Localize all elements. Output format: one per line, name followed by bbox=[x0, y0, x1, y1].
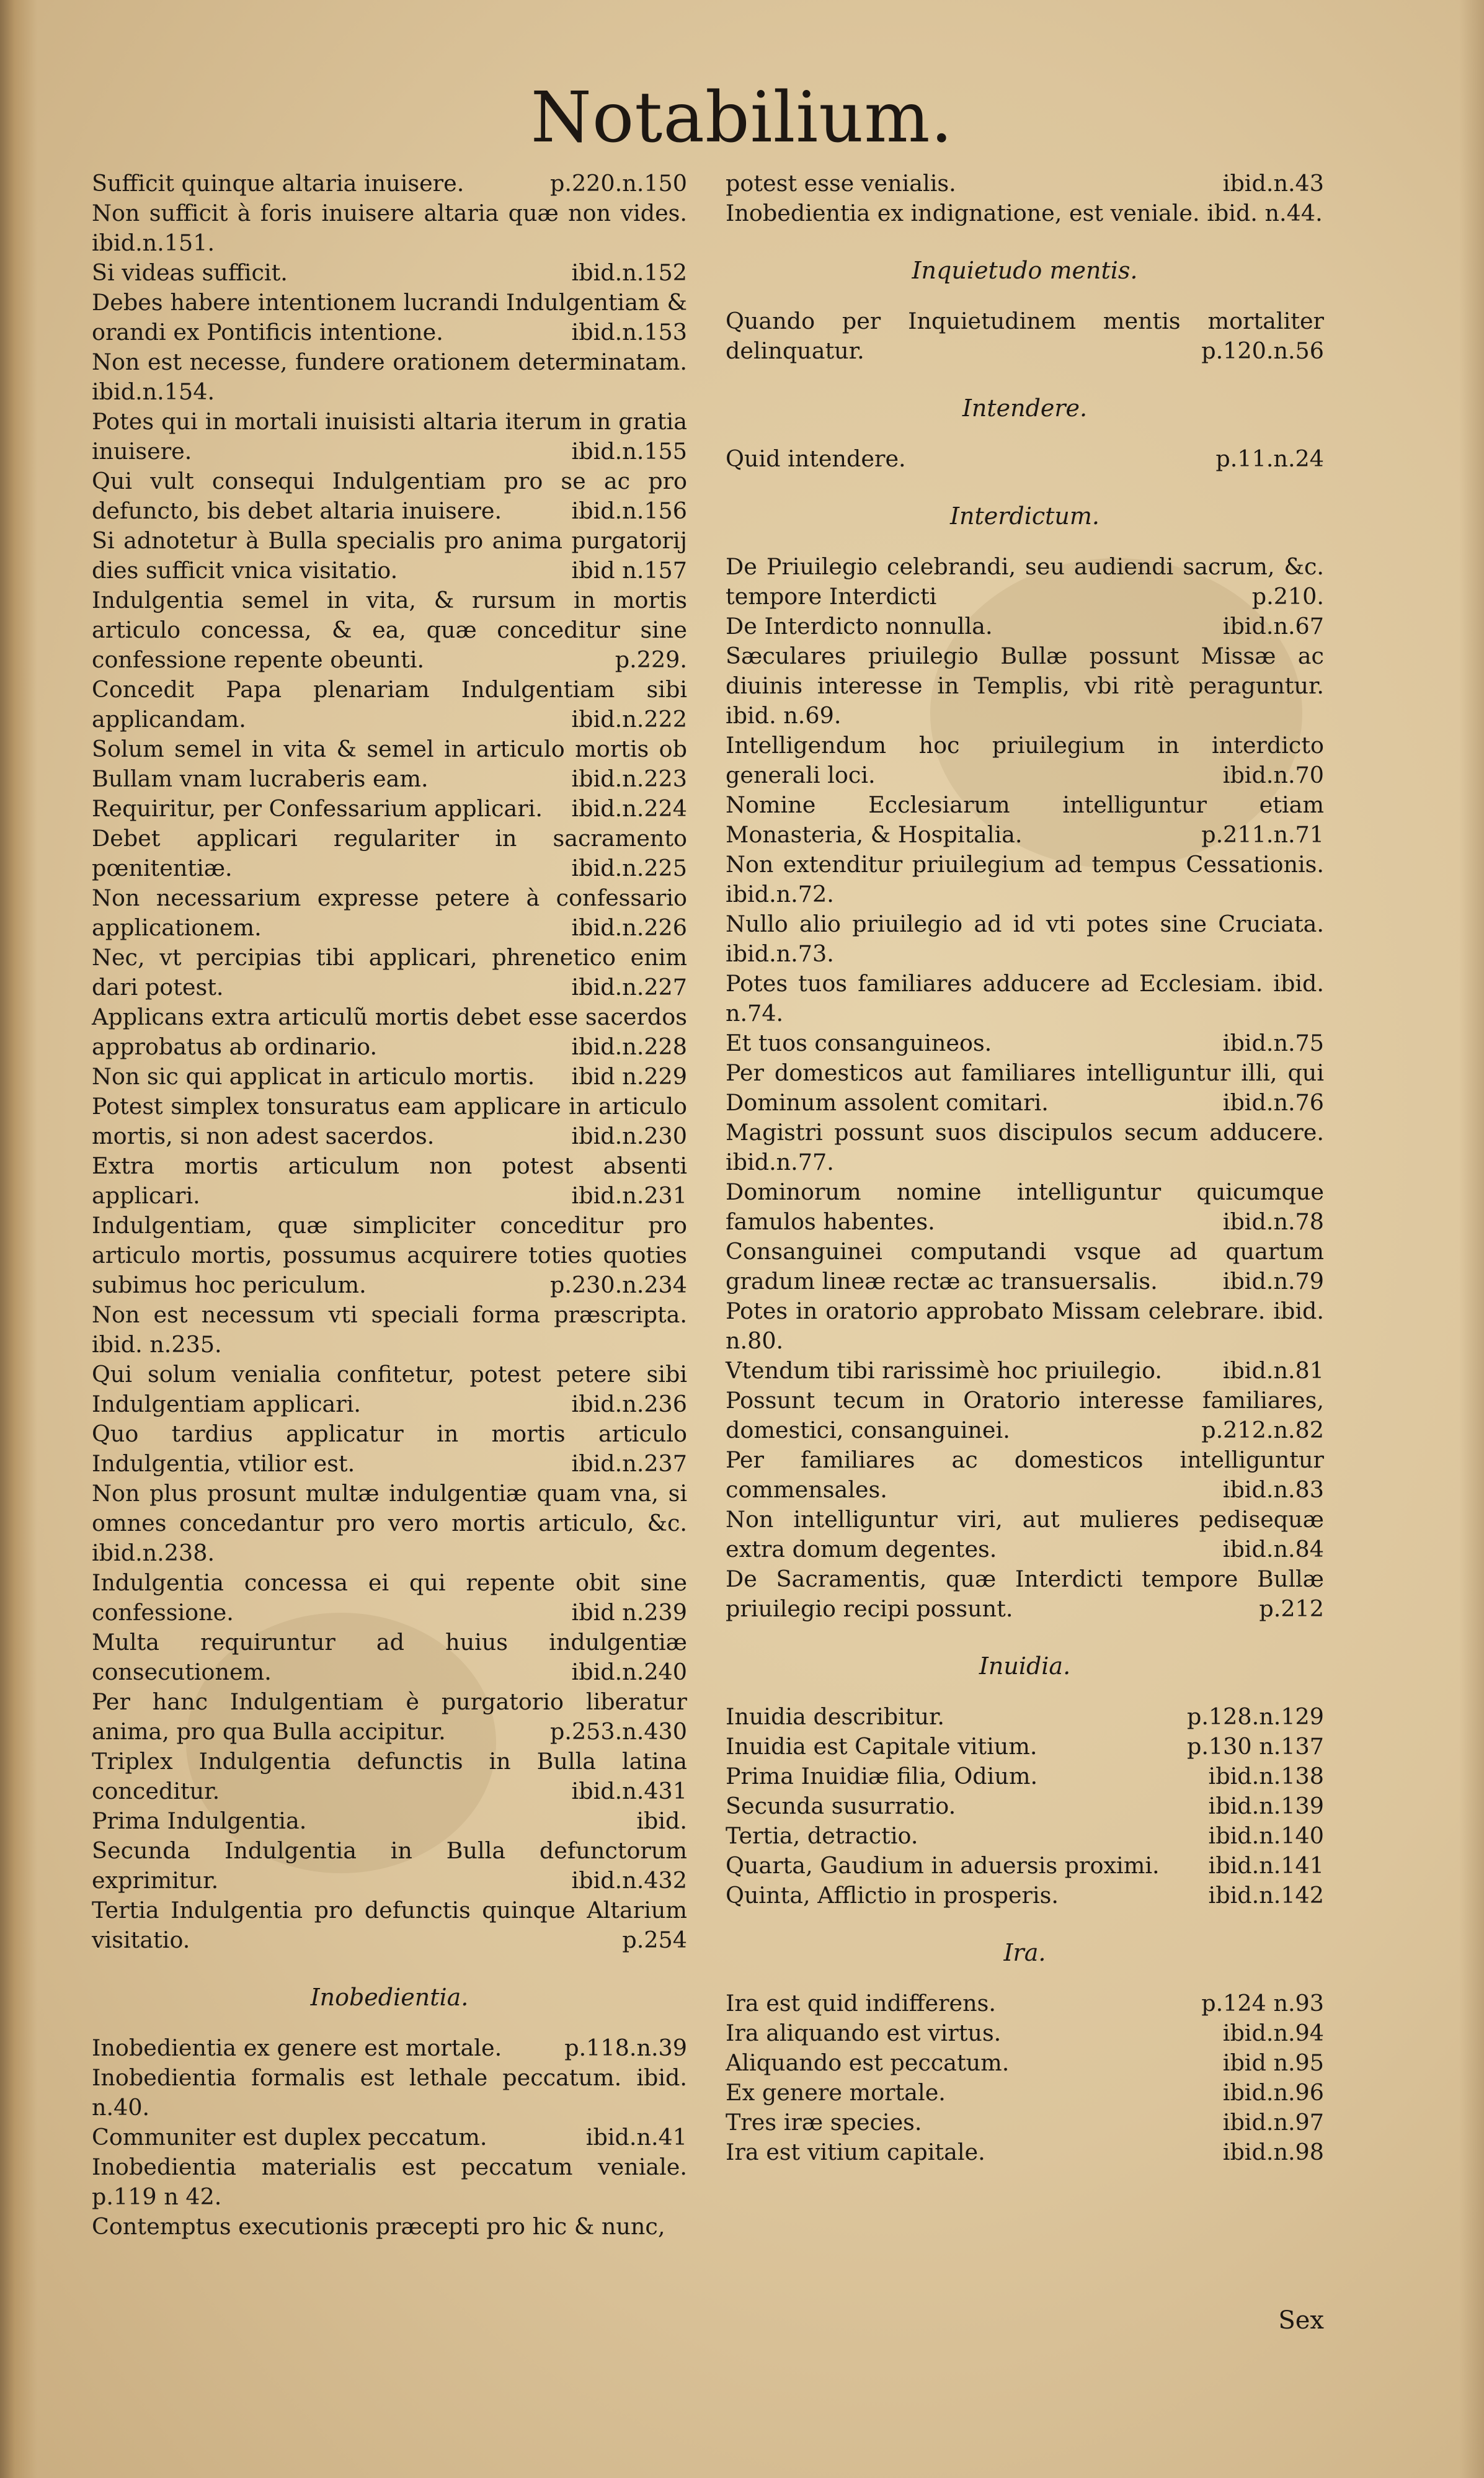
page-reference: ibid.n.75 bbox=[1222, 1030, 1324, 1056]
page-reference: ibid n.239 bbox=[571, 1599, 687, 1626]
page-reference: ibid.n.237 bbox=[571, 1450, 687, 1477]
index-entry bbox=[92, 1687, 687, 1747]
page-reference: ibid.n.70 bbox=[1222, 762, 1324, 788]
page-reference: ibid.n.224 bbox=[571, 795, 687, 822]
index-entry bbox=[92, 1628, 687, 1687]
page-reference: ibid.n.155 bbox=[571, 438, 687, 465]
page-reference: ibid.n.156 bbox=[571, 497, 687, 524]
page-reference: ibid.n.431 bbox=[571, 1778, 687, 1804]
page-reference: ibid.n.223 bbox=[571, 765, 687, 792]
index-entry bbox=[726, 1356, 1324, 1386]
index-entry bbox=[92, 347, 687, 407]
entry-text: Quo tardius applicatur in mortis articulo Indulgentia, vtilior est. bbox=[92, 1420, 687, 1477]
index-entry bbox=[726, 1881, 1324, 1910]
section-heading: Inquietudo mentis. bbox=[912, 257, 1138, 284]
page-reference: p.230.n.234 bbox=[549, 1272, 687, 1298]
page-reference: ibid.n.84 bbox=[1222, 1536, 1324, 1562]
index-entry bbox=[92, 169, 687, 198]
index-entry bbox=[92, 1092, 687, 1151]
page-reference: ibid.n.226 bbox=[571, 914, 687, 941]
entry-text: Ex genere mortale. bbox=[726, 2079, 946, 2106]
index-entry bbox=[726, 1732, 1324, 1762]
entry-text: Nullo alio priuilegio ad id vti potes sine Cruciata. ibid.n.73. bbox=[726, 911, 1324, 967]
entry-text: Nomine Ecclesiarum intelliguntur etiam Monasteria, & Hospitalia. bbox=[726, 791, 1324, 848]
index-entry bbox=[726, 790, 1324, 850]
index-entry bbox=[726, 1118, 1324, 1177]
entry-text: Prima Inuidiæ filia, Odium. bbox=[726, 1763, 1038, 1789]
entry-text: De Interdicto nonnulla. bbox=[726, 613, 993, 640]
page-reference: ibid.n.153 bbox=[571, 319, 687, 345]
right-column bbox=[726, 169, 1324, 2167]
entry-text: Non necessarium expresse petere à confessario applicationem. bbox=[92, 885, 687, 941]
entry-text: Non intelliguntur viri, aut mulieres pedisequæ extra domum degentes. bbox=[726, 1506, 1324, 1562]
entry-text: Quinta, Afflictio in prosperis. bbox=[726, 1882, 1059, 1909]
entry-text: Concedit Papa plenariam Indulgentiam sibi applicandam. bbox=[92, 676, 687, 733]
section-heading: Interdictum. bbox=[949, 502, 1100, 530]
index-entry bbox=[92, 1002, 687, 1062]
entry-text: Inuidia describitur. bbox=[726, 1703, 945, 1730]
entry-text: Dominorum nomine intelliguntur quicumque famulos habentes. bbox=[726, 1179, 1324, 1235]
page-reference: ibid.n.140 bbox=[1208, 1822, 1324, 1849]
page-reference: ibid.n.83 bbox=[1222, 1476, 1324, 1503]
page-reference: p.130 n.137 bbox=[1186, 1733, 1324, 1760]
index-entry bbox=[726, 1821, 1324, 1851]
index-entry bbox=[726, 1505, 1324, 1564]
page-reference: ibid. bbox=[636, 1807, 687, 1834]
page-reference: ibid.n.139 bbox=[1208, 1793, 1324, 1819]
index-entry bbox=[726, 306, 1324, 366]
index-entry bbox=[92, 1479, 687, 1568]
page-reference: ibid.n.236 bbox=[571, 1391, 687, 1417]
page-reference: ibid.n.142 bbox=[1208, 1882, 1324, 1909]
entry-text: Consanguinei computandi vsque ad quartum gradum lineæ rectæ ac transuersalis. bbox=[726, 1238, 1324, 1295]
page-reference: ibid.n.225 bbox=[571, 855, 687, 881]
index-entry bbox=[92, 2212, 687, 2242]
entry-text: Solum semel in vita & semel in articulo mortis ob Bullam vnam lucraberis eam. bbox=[92, 736, 687, 792]
entry-text: Indulgentiam, quæ simpliciter conceditur pro articulo mortis, possumus acquirere toties quoties subimus hoc periculum. bbox=[92, 1212, 687, 1298]
page-reference: ibid.n.97 bbox=[1222, 2109, 1324, 2136]
index-entry bbox=[92, 1360, 687, 1419]
catchword: Sex bbox=[1278, 2306, 1324, 2335]
entry-text: Si videas sufficit. bbox=[92, 259, 288, 286]
entry-text: Qui vult consequi Indulgentiam pro se ac pro defuncto, bis debet altaria inuisere. bbox=[92, 468, 687, 524]
entry-text: Sæculares priuilegio Bullæ possunt Missæ ac diuinis interesse in Templis, vbi ritè peraguntur. ibid. n.69. bbox=[726, 643, 1324, 729]
entry-text: Inobedientia ex indignatione, est veniale. ibid. n.44. bbox=[726, 200, 1323, 226]
index-entry bbox=[726, 1445, 1324, 1505]
entry-text: Inobedientia formalis est lethale peccatum. ibid. n.40. bbox=[92, 2064, 687, 2121]
entry-text: Ira aliquando est virtus. bbox=[726, 2020, 1002, 2046]
entry-text: Potes qui in mortali inuisisti altaria iterum in gratia inuisere. bbox=[92, 408, 687, 465]
entry-text: Indulgentia semel in vita, & rursum in mortis articulo concessa, & ea, quæ conceditur sine confessione repente obeunti. bbox=[92, 587, 687, 673]
entry-text: Triplex Indulgentia defunctis in Bulla latina conceditur. bbox=[92, 1748, 687, 1804]
entry-text: Contemptus executionis præcepti pro hic & nunc, bbox=[92, 2213, 665, 2240]
index-entry bbox=[726, 1386, 1324, 1445]
entry-text: Non est necessum vti speciali forma præscripta. ibid. n.235. bbox=[92, 1301, 687, 1358]
entry-text: Non extenditur priuilegium ad tempus Cessationis. ibid.n.72. bbox=[726, 851, 1324, 907]
entry-text: Non sic qui applicat in articulo mortis. bbox=[92, 1063, 535, 1090]
section-heading: Intendere. bbox=[962, 394, 1088, 422]
index-entry bbox=[726, 850, 1324, 909]
index-entry bbox=[92, 943, 687, 1002]
index-entry bbox=[92, 526, 687, 586]
page-reference: p.210. bbox=[1251, 583, 1324, 610]
index-entry bbox=[92, 794, 687, 824]
entry-text: Intelligendum hoc priuilegium in interdicto generali loci. bbox=[726, 732, 1324, 788]
page-reference: ibid.n.222 bbox=[571, 706, 687, 733]
index-entry bbox=[92, 1151, 687, 1211]
index-entry bbox=[726, 2018, 1324, 2048]
index-entry bbox=[726, 612, 1324, 641]
page-reference: p.229. bbox=[615, 646, 687, 673]
index-entry bbox=[726, 2137, 1324, 2167]
index-entry bbox=[726, 169, 1324, 198]
page-reference: p.118.n.39 bbox=[564, 2035, 687, 2061]
index-entry bbox=[726, 1237, 1324, 1296]
index-entry bbox=[726, 1762, 1324, 1791]
index-entry bbox=[92, 883, 687, 943]
page-reference: ibid.n.138 bbox=[1208, 1763, 1324, 1789]
index-entry bbox=[92, 1419, 687, 1479]
page-reference: ibid n.95 bbox=[1222, 2049, 1324, 2076]
entry-text: Applicans extra articulũ mortis debet esse sacerdos approbatus ab ordinario. bbox=[92, 1004, 687, 1060]
page-reference: ibid n.157 bbox=[571, 557, 687, 584]
index-entry bbox=[92, 734, 687, 794]
entry-text: Tertia Indulgentia pro defunctis quinque Altarium visitatio. bbox=[92, 1897, 687, 1953]
left-column bbox=[92, 169, 687, 2242]
entry-text: Quid intendere. bbox=[726, 445, 906, 472]
page-reference: p.128.n.129 bbox=[1186, 1703, 1324, 1730]
index-entry bbox=[92, 1806, 687, 1836]
entry-text: Magistri possunt suos discipulos secum adducere. ibid.n.77. bbox=[726, 1119, 1324, 1175]
entry-text: Aliquando est peccatum. bbox=[726, 2049, 1010, 2076]
index-entry bbox=[92, 2033, 687, 2063]
index-entry bbox=[92, 1836, 687, 1896]
page-reference: ibid.n.81 bbox=[1222, 1357, 1324, 1384]
entry-text: Per familiares ac domesticos intelliguntur commensales. bbox=[726, 1446, 1324, 1503]
section-heading: Inuidia. bbox=[979, 1652, 1071, 1680]
index-entry bbox=[92, 288, 687, 347]
index-entry bbox=[726, 641, 1324, 731]
page-reference: ibid.n.94 bbox=[1222, 2020, 1324, 2046]
page-reference: ibid.n.41 bbox=[585, 2124, 687, 2150]
page-reference: ibid n.229 bbox=[571, 1063, 687, 1090]
index-entry bbox=[726, 1296, 1324, 1356]
index-entry bbox=[726, 444, 1324, 474]
page-reference: p.120.n.56 bbox=[1201, 337, 1324, 364]
index-entry bbox=[726, 552, 1324, 612]
page-reference: ibid.n.240 bbox=[571, 1659, 687, 1685]
index-entry bbox=[92, 675, 687, 734]
entry-text: De Sacramentis, quæ Interdicti tempore Bullæ priuilegio recipi possunt. bbox=[726, 1566, 1324, 1622]
index-entry bbox=[92, 1747, 687, 1806]
entry-text: Per domesticos aut familiares intelliguntur illi, qui Dominum assolent comitari. bbox=[726, 1059, 1324, 1116]
entry-text: Prima Indulgentia. bbox=[92, 1807, 307, 1834]
index-entry bbox=[92, 1300, 687, 1360]
index-entry bbox=[92, 198, 687, 258]
page-reference: ibid.n.79 bbox=[1222, 1268, 1324, 1295]
index-entry bbox=[726, 969, 1324, 1028]
entry-text: Potes tuos familiares adducere ad Ecclesiam. ibid. n.74. bbox=[726, 970, 1324, 1027]
page-reference: ibid.n.230 bbox=[571, 1123, 687, 1149]
index-entry bbox=[726, 1851, 1324, 1881]
entry-text: Multa requiruntur ad huius indulgentiæ consecutionem. bbox=[92, 1629, 687, 1685]
index-entry bbox=[92, 258, 687, 288]
page-reference: ibid.n.231 bbox=[571, 1182, 687, 1209]
entry-text: Secunda Indulgentia in Bulla defunctorum exprimitur. bbox=[92, 1837, 687, 1894]
index-entry bbox=[726, 1177, 1324, 1237]
index-entry bbox=[726, 1058, 1324, 1118]
page-reference: ibid.n.67 bbox=[1222, 613, 1324, 640]
index-entry bbox=[92, 1568, 687, 1628]
index-entry bbox=[92, 2063, 687, 2123]
entry-text: Per hanc Indulgentiam è purgatorio liberatur anima, pro qua Bulla accipitur. bbox=[92, 1688, 687, 1745]
page-reference: ibid.n.152 bbox=[571, 259, 687, 286]
page-reference: p.212.n.82 bbox=[1201, 1417, 1324, 1443]
running-header: Notabilium. bbox=[530, 78, 954, 158]
page-reference: ibid.n.98 bbox=[1222, 2139, 1324, 2165]
entry-text: Vtendum tibi rarissimè hoc priuilegio. bbox=[726, 1357, 1162, 1384]
index-entry bbox=[92, 1062, 687, 1092]
section-heading: Ira. bbox=[1003, 1939, 1046, 1966]
entry-text: Potes in oratorio approbato Missam celebrare. ibid. n.80. bbox=[726, 1298, 1324, 1354]
page-reference: ibid.n.432 bbox=[571, 1867, 687, 1894]
entry-text: Requiritur, per Confessarium applicari. bbox=[92, 795, 543, 822]
entry-text: Extra mortis articulum non potest absenti applicari. bbox=[92, 1152, 687, 1209]
index-entry bbox=[92, 824, 687, 883]
index-entry bbox=[726, 2108, 1324, 2137]
page-reference: ibid.n.76 bbox=[1222, 1089, 1324, 1116]
entry-text: Inobedientia materialis est peccatum veniale. p.119 n 42. bbox=[92, 2154, 687, 2210]
index-entry bbox=[726, 1028, 1324, 1058]
entry-text: Ira est vitium capitale. bbox=[726, 2139, 985, 2165]
entry-text: Inobedientia ex genere est mortale. bbox=[92, 2035, 502, 2061]
index-entry bbox=[726, 909, 1324, 969]
index-entry bbox=[92, 466, 687, 526]
index-entry bbox=[726, 1989, 1324, 2018]
entry-text: Sufficit quinque altaria inuisere. bbox=[92, 170, 464, 197]
entry-text: Indulgentia concessa ei qui repente obit sine confessione. bbox=[92, 1569, 687, 1626]
entry-text: Quando per Inquietudinem mentis mortaliter delinquatur. bbox=[726, 308, 1324, 364]
page-reference: p.220.n.150 bbox=[549, 170, 687, 197]
page-reference: ibid.n.228 bbox=[571, 1033, 687, 1060]
entry-text: Non plus prosunt multæ indulgentiæ quam vna, si omnes concedantur pro vero mortis articulo, &c. ibid.n.238. bbox=[92, 1480, 687, 1566]
index-entry bbox=[726, 2078, 1324, 2108]
page-reference: ibid.n.227 bbox=[571, 974, 687, 1001]
page-reference: ibid.n.96 bbox=[1222, 2079, 1324, 2106]
entry-text: Possunt tecum in Oratorio interesse familiares, domestici, consanguinei. bbox=[726, 1387, 1324, 1443]
entry-text: Potest simplex tonsuratus eam applicare in articulo mortis, si non adest sacerdos. bbox=[92, 1093, 687, 1149]
entry-text: Ira est quid indifferens. bbox=[726, 1990, 996, 2017]
entry-text: De Priuilegio celebrandi, seu audiendi sacrum, &c. tempore Interdicti bbox=[726, 553, 1324, 610]
entry-text: Tres iræ species. bbox=[726, 2109, 922, 2136]
entry-text: Tertia, detractio. bbox=[726, 1822, 918, 1849]
entry-text: Non est necesse, fundere orationem determinatam. ibid.n.154. bbox=[92, 349, 687, 405]
page-reference: ibid.n.141 bbox=[1208, 1852, 1324, 1879]
entry-text: Secunda susurratio. bbox=[726, 1793, 956, 1819]
page-gutter-shadow bbox=[0, 0, 37, 2478]
page-reference: p.11.n.24 bbox=[1215, 445, 1324, 472]
entry-text: Debes habere intentionem lucrandi Indulgentiam & orandi ex Pontificis intentione. bbox=[92, 289, 687, 345]
index-entry bbox=[92, 2152, 687, 2212]
index-entry bbox=[92, 1211, 687, 1300]
entry-text: Debet applicari regulariter in sacramento pœnitentiæ. bbox=[92, 825, 687, 881]
entry-text: Si adnotetur à Bulla specialis pro anima purgatorij dies sufficit vnica visitatio. bbox=[92, 527, 687, 584]
index-entry bbox=[726, 2048, 1324, 2078]
index-entry bbox=[92, 2123, 687, 2152]
index-entry bbox=[726, 1791, 1324, 1821]
page-reference: ibid.n.78 bbox=[1222, 1208, 1324, 1235]
page-reference: ibid.n.43 bbox=[1222, 170, 1324, 197]
entry-text: Nec, vt percipias tibi applicari, phrenetico enim dari potest. bbox=[92, 944, 687, 1001]
page-edge-shade bbox=[1459, 0, 1484, 2478]
index-entry bbox=[726, 198, 1324, 228]
page-reference: p.253.n.430 bbox=[549, 1718, 687, 1745]
section-heading: Inobedientia. bbox=[310, 1984, 469, 2011]
entry-text: Qui solum venialia confitetur, potest petere sibi Indulgentiam applicari. bbox=[92, 1361, 687, 1417]
entry-text: Et tuos consanguineos. bbox=[726, 1030, 992, 1056]
page-reference: p.254 bbox=[622, 1927, 687, 1953]
entry-text: potest esse venialis. bbox=[726, 170, 956, 197]
index-entry bbox=[726, 1564, 1324, 1624]
page-reference: p.211.n.71 bbox=[1201, 821, 1324, 848]
index-entry bbox=[726, 1702, 1324, 1732]
entry-text: Non sufficit à foris inuisere altaria quæ non vides. ibid.n.151. bbox=[92, 200, 687, 256]
entry-text: Inuidia est Capitale vitium. bbox=[726, 1733, 1037, 1760]
index-entry bbox=[92, 586, 687, 675]
page-reference: p.124 n.93 bbox=[1201, 1990, 1324, 2017]
entry-text: Communiter est duplex peccatum. bbox=[92, 2124, 487, 2150]
entry-text: Quarta, Gaudium in aduersis proximi. bbox=[726, 1852, 1160, 1879]
index-entry bbox=[92, 407, 687, 466]
page-reference: p.212 bbox=[1259, 1595, 1324, 1622]
index-entry bbox=[726, 731, 1324, 790]
index-entry bbox=[92, 1896, 687, 1955]
